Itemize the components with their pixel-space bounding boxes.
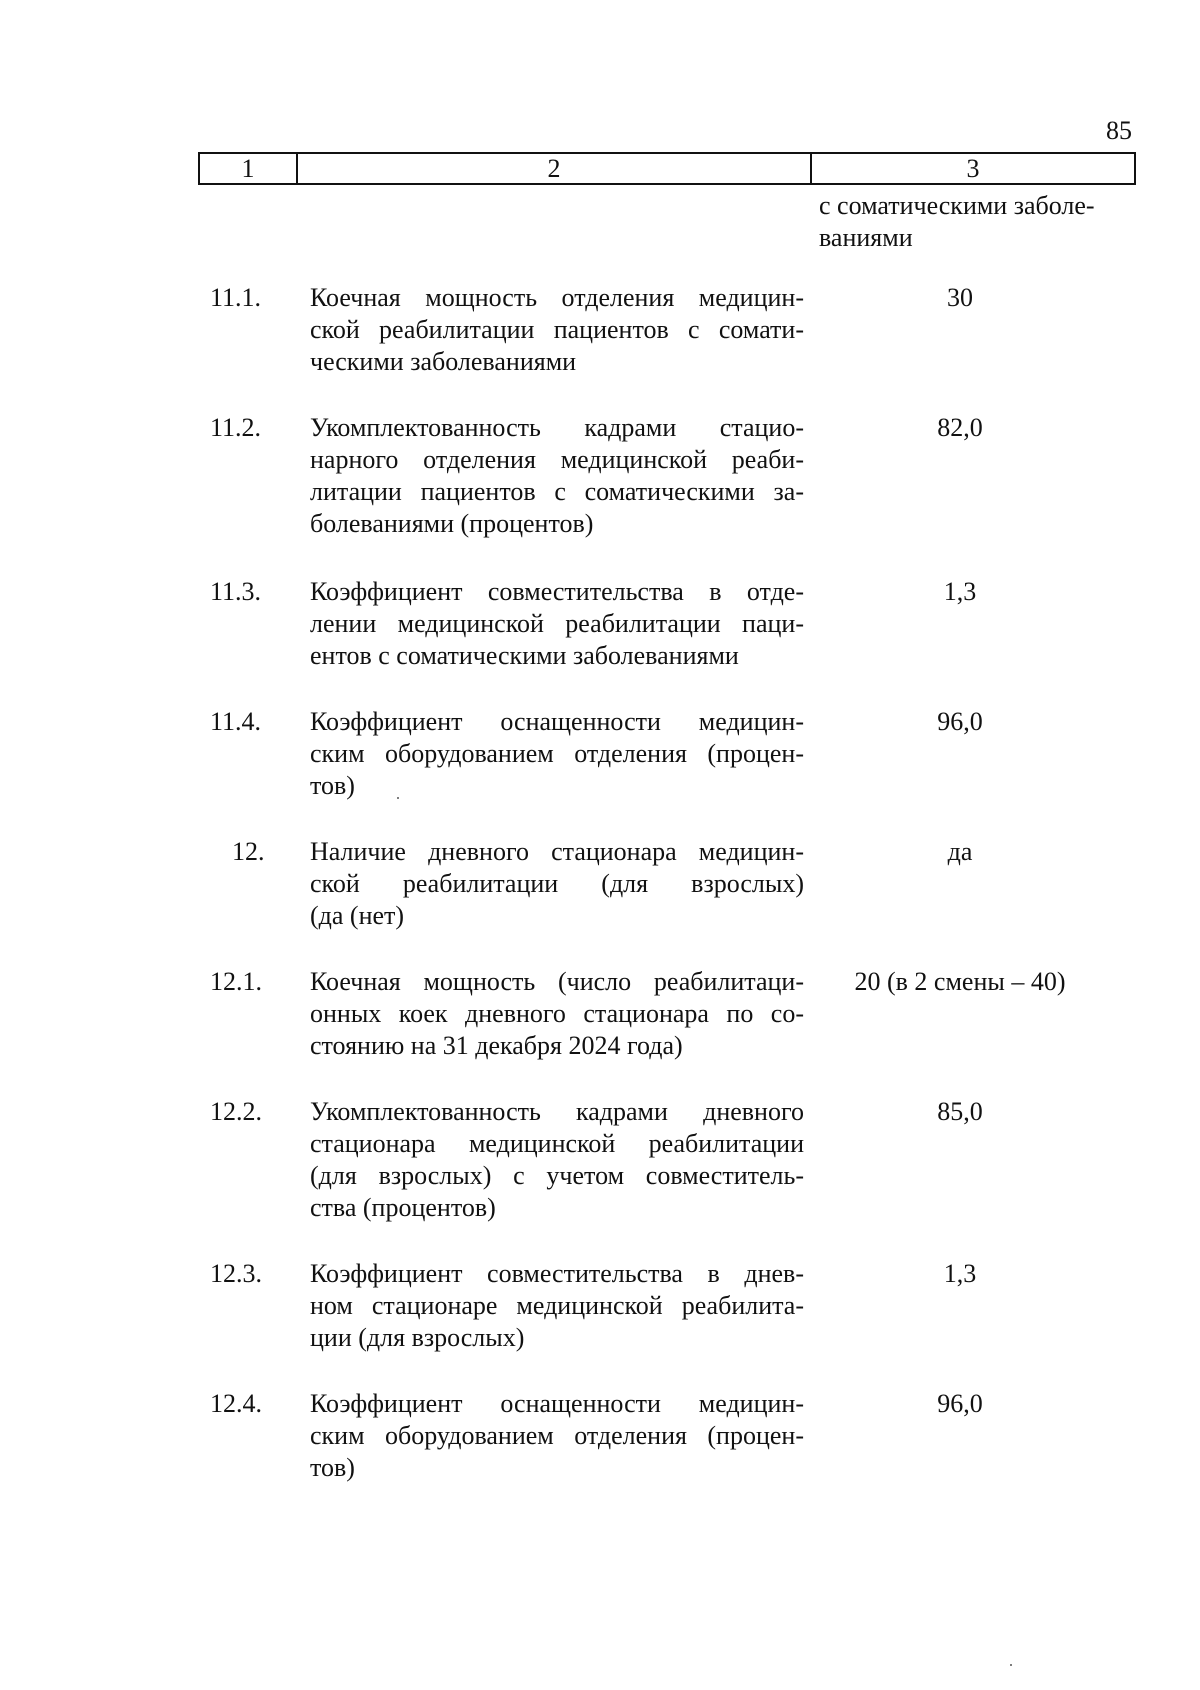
row-description xyxy=(310,706,804,802)
row-value: 96,0 xyxy=(937,1389,983,1418)
description-line: Коечная мощность (число реабилитаци- xyxy=(310,967,804,996)
description-line: литации пациентов с соматическими за- xyxy=(310,477,804,506)
table-row xyxy=(210,412,1110,540)
row-value: 1,3 xyxy=(943,1259,977,1288)
row-description xyxy=(310,1096,804,1224)
description-line: стационара медицинской реабилитации xyxy=(310,1129,804,1158)
row-number: 12.1. xyxy=(210,967,262,996)
page-number: 85 xyxy=(1106,116,1132,145)
table-row xyxy=(210,836,1110,932)
row-value: 85,0 xyxy=(937,1097,983,1126)
description-line: (для взрослых) с учетом совместитель- xyxy=(310,1161,804,1190)
description-line: ской реабилитации пациентов с сомати- xyxy=(310,315,804,344)
table-row xyxy=(210,282,1110,378)
scan-speck xyxy=(397,797,399,799)
table-row xyxy=(210,1388,1110,1484)
column-header-table xyxy=(198,152,1136,185)
description-line: Коэффициент совместительства в отде- xyxy=(310,577,804,606)
table-row xyxy=(210,576,1110,672)
row-description xyxy=(310,1388,804,1484)
row-value: 1,3 xyxy=(943,577,977,606)
description-line: ским оборудованием отделения (процен- xyxy=(310,1421,804,1450)
row-value: 30 xyxy=(947,283,973,312)
description-line: Коэффициент совместительства в днев- xyxy=(310,1259,804,1288)
row-description xyxy=(310,966,804,1062)
description-line: стоянию на 31 декабря 2024 года) xyxy=(310,1031,683,1060)
row-description xyxy=(310,412,804,540)
carry-over-line: ваниями xyxy=(819,223,913,252)
description-line: ном стационаре медицинской реабилита- xyxy=(310,1291,804,1320)
row-number: 12.3. xyxy=(210,1259,262,1288)
description-line: онных коек дневного стационара по со- xyxy=(310,999,804,1028)
row-number: 11.3. xyxy=(210,577,262,606)
row-value: 96,0 xyxy=(937,707,983,736)
column-header-1: 1 xyxy=(200,154,298,183)
description-line: нарного отделения медицинской реаби- xyxy=(310,445,804,474)
description-line: лении медицинской реабилитации паци- xyxy=(310,609,804,638)
description-line: Наличие дневного стационара медицин- xyxy=(310,837,804,866)
row-number: 12. xyxy=(232,837,265,866)
description-line: тов) xyxy=(310,1453,355,1482)
row-number: 12.2. xyxy=(210,1097,262,1126)
description-line: тов) xyxy=(310,771,355,800)
description-line: (да (нет) xyxy=(310,901,405,930)
row-value: 20 (в 2 смены – 40) xyxy=(854,967,1066,996)
row-value: 82,0 xyxy=(937,413,983,442)
description-line: ским оборудованием отделения (процен- xyxy=(310,739,804,768)
table-row xyxy=(210,1258,1110,1354)
table-row xyxy=(210,706,1110,802)
row-description xyxy=(310,1258,804,1354)
description-line: Укомплектованность кадрами стацио- xyxy=(310,413,804,442)
description-line: Коэффициент оснащенности медицин- xyxy=(310,707,804,736)
row-description xyxy=(310,282,804,378)
carry-over-text xyxy=(819,190,1139,254)
row-number: 11.1. xyxy=(210,283,262,312)
description-line: Коэффициент оснащенности медицин- xyxy=(310,1389,804,1418)
row-description xyxy=(310,576,804,672)
description-line: ской реабилитации (для взрослых) xyxy=(310,869,804,898)
carry-over-line: с соматическими заболе- xyxy=(819,191,1095,220)
column-header-3: 3 xyxy=(966,154,980,183)
scan-speck xyxy=(1010,1664,1012,1666)
description-line: ства (процентов) xyxy=(310,1193,496,1222)
column-header-2: 2 xyxy=(298,154,812,183)
row-number: 11.2. xyxy=(210,413,262,442)
description-line: ции (для взрослых) xyxy=(310,1323,525,1352)
table-row xyxy=(210,966,1110,1062)
description-line: Укомплектованность кадрами дневного xyxy=(310,1097,804,1126)
row-description xyxy=(310,836,804,932)
description-line: Коечная мощность отделения медицин- xyxy=(310,283,804,312)
row-number: 11.4. xyxy=(210,707,262,736)
description-line: болеваниями (процентов) xyxy=(310,509,594,538)
row-number: 12.4. xyxy=(210,1389,262,1418)
table-row xyxy=(210,1096,1110,1224)
row-value: да xyxy=(947,837,973,866)
description-line: ентов с соматическими заболеваниями xyxy=(310,641,739,670)
description-line: ческими заболеваниями xyxy=(310,347,577,376)
